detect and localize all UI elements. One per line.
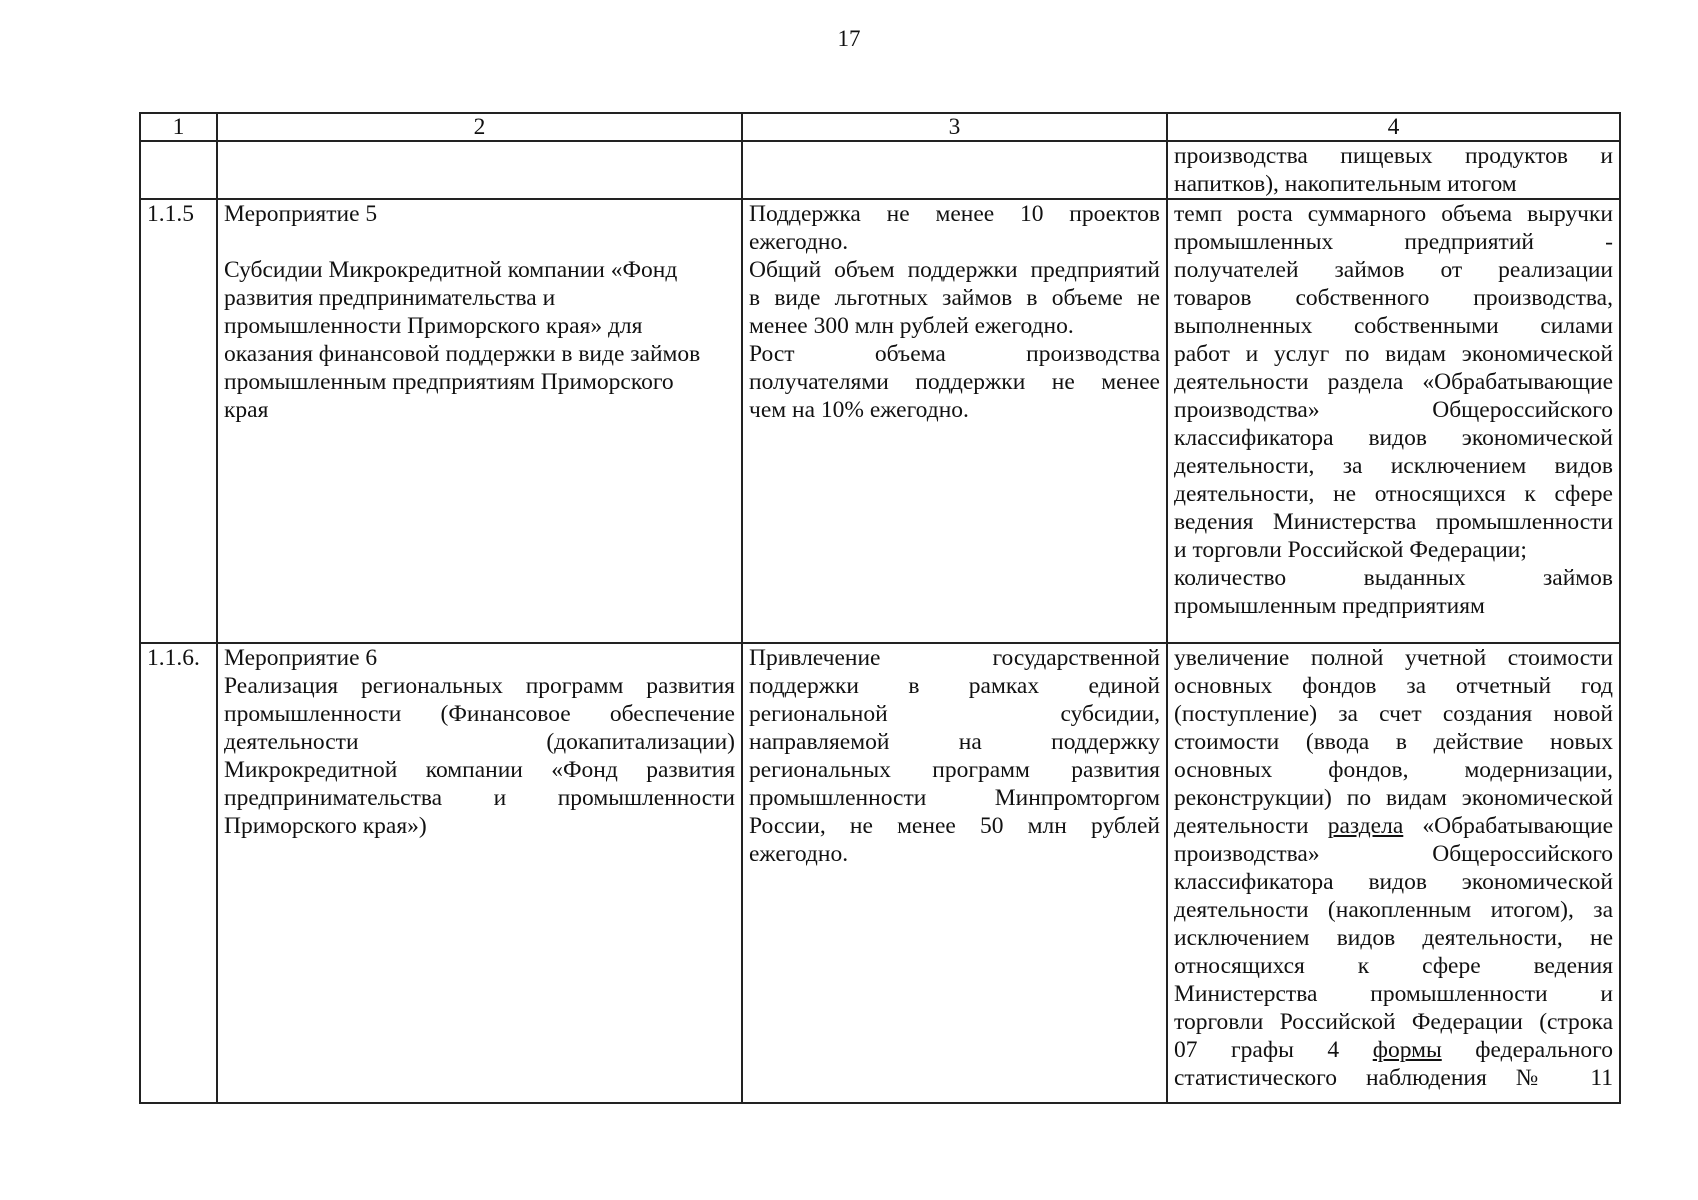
measure-description: Субсидии Микрокредитной компании «Фонд развития предпринимательства и промышленности Приморского края» для оказания финансовой поддержки в виде займов промышленным предприятиям Приморского края	[224, 257, 701, 423]
measure-title: Мероприятие 5	[224, 201, 378, 227]
program-table	[139, 112, 1621, 1104]
table-row-1-1-6	[140, 643, 1620, 1103]
header-col-3: 3	[742, 113, 1167, 141]
cell-empty	[140, 141, 217, 199]
table-row-continuation	[140, 141, 1620, 199]
link-formy[interactable]: формы	[1372, 1037, 1442, 1063]
measure-description: Реализация региональных программ развития промышленности (Финансовое обеспечение деятельности (докапитализации) Микрокредитной компании «Фонд развития предпринимательства и промышленности Приморского края»)	[224, 673, 735, 839]
row-number: 1.1.6.	[140, 643, 217, 1103]
header-col-1: 1	[140, 113, 217, 141]
cell-result: Привлечение государственной поддержки в рамках единой региональной субсидии, направляемой на поддержку региональных программ развития промышленности Минпромторгом России, не менее 50 млн рублей ежегодно.	[742, 643, 1167, 1103]
cell-empty	[217, 141, 742, 199]
header-col-4: 4	[1167, 113, 1620, 141]
table-row-1-1-5	[140, 199, 1620, 643]
indicator-line-with-link: 07 графы 4 формы федерального	[1174, 1037, 1613, 1063]
indicator-line-with-link: деятельности раздела «Обрабатывающие	[1174, 813, 1613, 839]
header-col-2: 2	[217, 113, 742, 141]
cell-indicator-continuation: производства пищевых продуктов и напитков), накопительным итогом	[1167, 141, 1620, 199]
cell-measure	[217, 199, 742, 643]
cell-result: Поддержка не менее 10 проектов ежегодно. Общий объем поддержки предприятий в виде льготных займов в объеме не менее 300 млн рублей ежегодно. Рост объема производства получателями поддержки не менее чем на 10% ежегодно.	[742, 199, 1167, 643]
row-number: 1.1.5	[140, 199, 217, 643]
cell-indicator: увеличение полной учетной стоимости основных фондов за отчетный год (поступление) за счет создания новой стоимости (ввода в действие новых основных фондов, модернизации, реконструкции) по видам экономической деятельности раздела «Обрабатывающие производства» Общероссийского классификатора видов экономической деятельности (накопленным итогом), за исключением видов деятельности, не относящихся к сфере ведения Министерства промышленности и торговли Российской Федерации (строка 07 графы 4 формы федерального статистического наблюдения № 11	[1167, 643, 1620, 1103]
cell-measure	[217, 643, 742, 1103]
cell-empty	[742, 141, 1167, 199]
table-header-row	[140, 113, 1620, 141]
cell-indicator: темп роста суммарного объема выручки промышленных предприятий - получателей займов от реализации товаров собственного производства, выполненных собственными силами работ и услуг по видам экономической деятельности раздела «Обрабатывающие производства» Общероссийского классификатора видов экономической деятельности, за исключением видов деятельности, не относящихся к сфере ведения Министерства промышленности и торговли Российской Федерации; количество выданных займов промышленным предприятиям	[1167, 199, 1620, 643]
measure-title: Мероприятие 6	[224, 645, 378, 671]
page-number: 17	[837, 26, 861, 51]
link-razdela[interactable]: раздела	[1327, 813, 1404, 839]
